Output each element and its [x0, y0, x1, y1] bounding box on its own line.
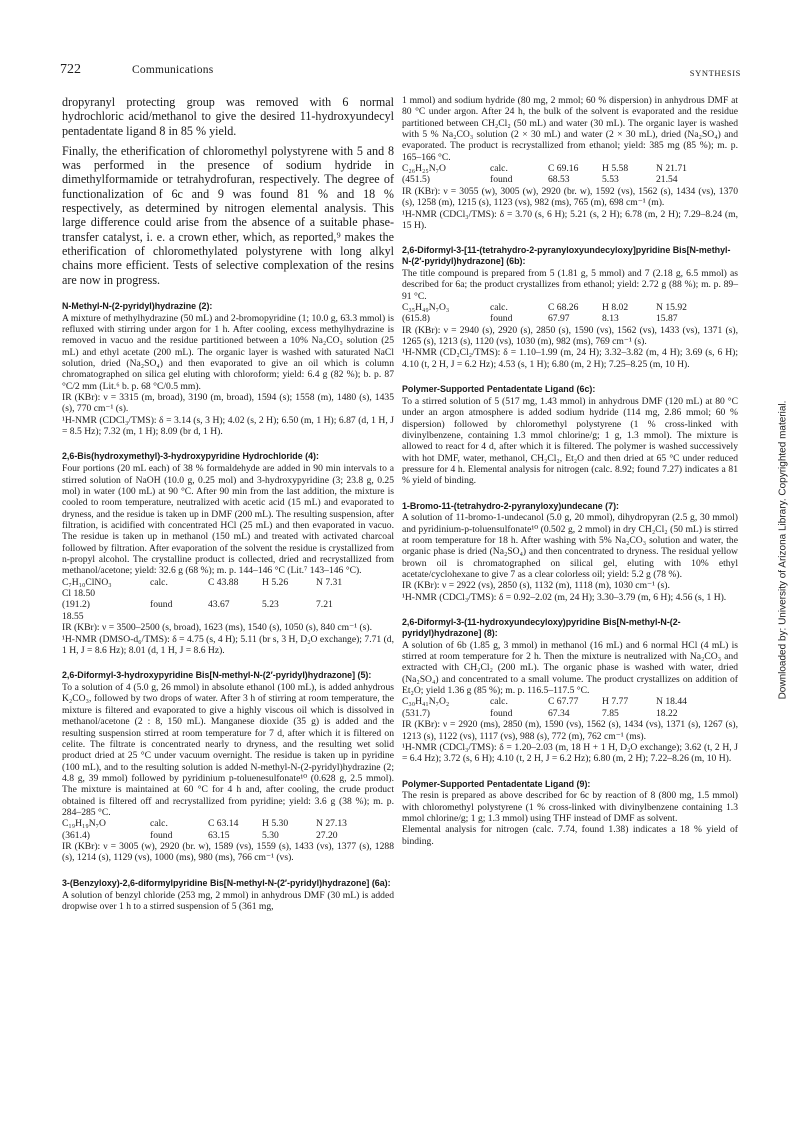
elemental-analysis-row: [402, 708, 738, 719]
spectral-data: ¹H-NMR (CD₂Cl₂/TMS): δ = 1.10–1.99 (m, 24 H); 3.32–3.82 (m, 4 H); 3.69 (s, 6 H); 4.10 (t, 2 H, J = 6.2 Hz); 4.53 (s, 1 H); 6.80 (m, 2 H); 7.25–8.25 (m, 10 H).: [402, 347, 738, 370]
analysis-cell: 15.87: [656, 313, 678, 325]
analysis-cell: N 18.44: [656, 696, 687, 708]
right-column: [402, 95, 738, 847]
spectral-data: ¹H-NMR (CDCl₃/TMS): δ = 1.20–2.03 (m, 18 H + 1 H, D₂O exchange); 3.62 (t, 2 H, J = 6.4 Hz); 3.72 (s, 6 H); 4.10 (t, 2 H, J = 6.2 Hz); 6.80 (m, 2 H); 7.22–8.26 (m, 10 H).: [402, 741, 738, 765]
analysis-cell: C 68.26: [548, 301, 579, 313]
elemental-analysis-row: [62, 818, 394, 829]
intro-paragraph: dropyranyl protecting group was removed with 6 normal hydrochloric acid/methanol to give the desired 11-hydroxyundecyl pentadentate ligand 8 in 85 % yield.: [62, 95, 394, 138]
analysis-cell: H 5.30: [262, 818, 289, 830]
analysis-cell: (615.8): [402, 313, 430, 325]
experimental-section: [402, 779, 738, 848]
analysis-cell: H 8.02: [602, 301, 629, 313]
analysis-cell: H 5.58: [602, 163, 629, 175]
experimental-section: [62, 670, 394, 863]
analysis-cell: found: [150, 599, 173, 611]
experimental-section: [62, 878, 394, 912]
spectral-data: IR (KBr): ν = 3055 (w), 3005 (w), 2920 (br. w), 1592 (vs), 1562 (s), 1434 (vs), 1370 (s), 1258 (m), 1215 (s), 1123 (vs), 982 (ms), 765 (m), 698 cm⁻¹ (m).: [402, 185, 738, 209]
experimental-right: [402, 95, 738, 847]
elemental-analysis-row: [402, 163, 738, 174]
section-heading: Polymer-Supported Pentadentate Ligand (9):: [402, 778, 591, 789]
analysis-cell: calc.: [150, 576, 168, 588]
analysis-cell: (531.7): [402, 707, 430, 719]
analysis-cell: 18.22: [656, 707, 678, 719]
analysis-cell: calc.: [490, 163, 508, 175]
analysis-cell: calc.: [150, 818, 168, 830]
left-column: [62, 95, 394, 912]
analysis-cell: 7.85: [602, 707, 619, 719]
spectral-data: IR (KBr): ν = 2940 (s), 2920 (s), 2850 (s), 1590 (vs), 1562 (vs), 1433 (vs), 1371 (s), 1265 (s), 1213 (s), 1120 (vs), 1030 (m), 982 (ms), 769 cm⁻¹ (s).: [402, 324, 738, 348]
elemental-analysis-row: [402, 174, 738, 185]
section-heading: 2,6-Diformyl-3-[11-(tetrahydro-2-pyranyloxyundecyloxy]pyridine Bis[N-methyl-N-(2′-pyridyl)hydrazone] (6b):: [402, 245, 731, 267]
spectral-data: ¹H-NMR (CDCl₃/TMS): δ = 3.70 (s, 6 H); 5.21 (s, 2 H); 6.78 (m, 2 H); 7.29–8.24 (m, 15 H).: [402, 208, 738, 231]
procedure-paragraph: The resin is prepared as above described for 6c by reaction of 8 (800 mg, 1.5 mmol) with chloromethyl polystyrene (1 % cross-linked with divinylbenzene containing 1.3 mmol chlorine/g; 1 g; 1.3 mmol) using THF instead of DMF as solvent.: [402, 790, 738, 825]
section-heading: 3-(Benzyloxy)-2,6-diformylpyridine Bis[N-methyl-N-(2′-pyridyl)hydrazone] (6a):: [62, 877, 391, 888]
experimental-section: [62, 451, 394, 656]
analysis-cell: (191.2): [62, 599, 90, 611]
analysis-cell: 5.53: [602, 174, 619, 186]
analysis-cell: 63.15: [208, 829, 230, 841]
section-heading: 2,6-Bis(hydroxymethyl)-3-hydroxypyridine Hydrochloride (4):: [62, 451, 319, 462]
procedure-paragraph: A solution of 6b (1.85 g, 3 mmol) in methanol (16 mL) and 6 normal HCl (4 mL) is stirred at room temperature for 2 h. Then the mixture is neutralized with Na₂CO₃ and extracted with CH₂Cl₂ (200 mL). The organic phase is washed with water, dried (Na₂SO₄) and concentrated to a small volume. The product crystallizes on addition of Et₂O; yield 1.36 g (85 %); m. p. 116.5–117.5 °C.: [402, 639, 738, 697]
analysis-cell: H 5.26: [262, 576, 289, 588]
procedure-paragraph: Elemental analysis for nitrogen (calc. 7.74, found 1.38) indicates a 18 % yield of binding.: [402, 824, 738, 847]
procedure-paragraph: 1 mmol) and sodium hydride (80 mg, 2 mmol; 60 % dispersion) in anhydrous DMF at 80 °C under argon. After 24 h, the bulk of the solvent is evaporated and the residue partitioned between CH₂Cl₂ (50 mL) and water (30 mL). The organic layer is washed with 5 % Na₂CO₃ solution (2 × 30 mL) and water (2 × 30 mL), dried (Na₂SO₄) and evaporated. The product is recrystallized from ethanol; yield: 385 mg (85 %); m. p. 165–166 °C.: [402, 95, 738, 163]
experimental-section: [402, 95, 738, 231]
section-heading: N-Methyl-N-(2-pyridyl)hydrazine (2):: [62, 300, 213, 311]
analysis-cell: Cl 18.50: [62, 588, 96, 600]
analysis-cell: found: [490, 174, 513, 186]
procedure-paragraph: ¹H-NMR (CDCl₃/TMS): δ = 0.92–2.02 (m, 24 H); 3.30–3.79 (m, 6 H); 4.56 (s, 1 H).: [402, 591, 727, 603]
analysis-cell: 67.97: [548, 313, 570, 325]
analysis-cell: (361.4): [62, 829, 90, 841]
analysis-cell: (451.5): [402, 174, 430, 186]
procedure-paragraph: A solution of benzyl chloride (253 mg, 2 mmol) in anhydrous DMF (30 mL) is added dropwise over 1 h to a stirred suspension of 5 (361 mg,: [62, 889, 394, 912]
analysis-cell: C₂₆H₂₅N₇O: [402, 163, 446, 175]
analysis-cell: C 63.14: [208, 818, 239, 830]
spectral-data: IR (KBr): ν = 3005 (w), 2920 (br. w), 1589 (vs), 1559 (s), 1433 (vs), 1377 (s), 1288 (s), 1214 (s), 1129 (vs), 1000 (ms), 980 (ms), 766 cm⁻¹ (vs).: [62, 841, 394, 864]
analysis-cell: 43.67: [208, 599, 230, 611]
elemental-analysis-row: [402, 302, 738, 313]
analysis-cell: found: [150, 829, 173, 841]
analysis-cell: C₁₉H₁₉N₇O: [62, 818, 106, 830]
analysis-cell: 5.30: [262, 829, 279, 841]
analysis-cell: C₃₀H₄₁N₇O₂: [402, 696, 450, 708]
elemental-analysis-row: [402, 313, 738, 324]
spectral-data: IR (KBr): ν = 3500–2500 (s, broad), 1623 (ms), 1540 (s), 1050 (s), 840 cm⁻¹ (s).: [62, 622, 372, 634]
analysis-cell: calc.: [490, 696, 508, 708]
page-header: [52, 62, 743, 84]
section-heading: Polymer-Supported Pentadentate Ligand (6c):: [402, 384, 596, 395]
procedure-paragraph: A solution of 11-bromo-1-undecanol (5.0 g, 20 mmol), dihydropyran (2.5 g, 30 mmol) and pyridinium-p-toluensulfonate¹⁰ (0.502 g, 2 mmol) in dry CH₂Cl₂ (50 mL) is stirred at room temperature for 18 h. After washing with 5% Na₂CO₃ solution and water, the organic phase is dried (Na₂SO₄) and then concentrated to dryness. The residual yellow brown oil is chromatographed on silical gel, eluting with 10% ethyl acetate/cyclohexane to give 7 as a clear colorless oil; yield: 5.2 g (78 %).: [402, 512, 738, 581]
analysis-cell: C 67.77: [548, 696, 579, 708]
download-watermark: [776, 270, 790, 830]
analysis-cell: calc.: [490, 301, 508, 313]
analysis-cell: N 15.92: [656, 301, 687, 313]
intro-paragraph: Finally, the etherification of chloromethyl polystyrene with 5 and 8 was performed in the presence of sodium hydride in dimethylformamide or tetrahydrofuran, respectively. The degree of functionalization of 6c and 9 was found 81 % and 18 % respectively, as determined by nitrogen elemental analysis. This large difference could arise from the absence of a suitable phase-transfer catalyst, i. e. a crown ether, which, as reported,⁹ makes the etherification of chloromethylated polystyrene with long alkyl chains more efficient. Tests of selective complexation of the resins are now in progress.: [62, 143, 394, 287]
elemental-analysis-row: [62, 830, 394, 841]
analysis-cell: C 43.88: [208, 576, 239, 588]
analysis-cell: 8.13: [602, 313, 619, 325]
section-heading: 2,6-Diformyl-3-(11-hydroxyundecyloxy)pyridine Bis[N-methyl-N-(2-pyridyl)hydrazone] (8):: [402, 617, 681, 638]
section-title: Communications: [132, 64, 214, 76]
analysis-cell: 67.34: [548, 707, 570, 719]
procedure-paragraph: Four portions (20 mL each) of 38 % formaldehyde are added in 90 min intervals to a stirred solution of NaOH (10.0 g, 0.25 mol) and 3-hydroxypyridine (3; 23.8 g, 0.25 mol) in water (100 mL) at 90 °C. After 90 min from the last addition, the mixture is cooled to room temperature, neutralized with acetic acid (15 mL) and evaporated to dryness, and the residue is taken up in DMF (200 mL). The resulting suspension, after filtration, is acidified with concentrated HCl (25 mL) and then evaporated in vacuo. The residue is taken up in methanol (150 mL) and treated with activated charcoal followed by filtration. After evaporation of the solvent the residue is crystallized from n-propyl alcohol. The crystalline product is collected, dried and recrystallized from methanol/acetone; yield: 32.6 g (68 %); m. p. 144–146 °C (Lit.⁷ 143–146 °C).: [62, 463, 394, 577]
analysis-cell: 68.53: [548, 174, 570, 186]
journal-name: SYNTHESIS: [689, 68, 741, 78]
analysis-cell: found: [490, 707, 513, 719]
elemental-analysis-row: [62, 599, 394, 622]
procedure-paragraph: IR (KBr): ν = 2922 (vs), 2850 (s), 1132 (m), 1118 (m), 1030 cm⁻¹ (s).: [402, 580, 670, 592]
experimental-section: [402, 617, 738, 765]
experimental-left: [62, 301, 394, 912]
analysis-cell: 5.23: [262, 599, 279, 611]
page-number: 722: [60, 62, 81, 77]
section-heading: 1-Bromo-11-(tetrahydro-2-pyranyloxy)undecane (7):: [402, 500, 619, 511]
analysis-cell: 18.55: [62, 610, 84, 622]
analysis-cell: 21.54: [656, 174, 678, 186]
experimental-section: [402, 245, 738, 370]
procedure-paragraph: ¹H-NMR (CDCl₃/TMS): δ = 3.14 (s, 3 H); 4.02 (s, 2 H); 6.50 (m, 1 H); 6.87 (d, 1 H, J = 8.5 Hz); 7.32 (m, 1 H); 8.09 (br d, 1 H).: [62, 414, 394, 438]
procedure-paragraph: To a stirred solution of 5 (517 mg, 1.43 mmol) in anhydrous DMF (120 mL) at 80 °C under an argon atmosphere is added sodium hydride (114 mg, 2.86 mmol; 60 % dispersion) followed by chloromethyl polystyrene (1 % cross-linked with divinylbenzene, containing 1.3 mmol chlorine/g; 1 g, 1.3 mmol). The mixture is allowed to react for 4 d, after which it is filtered. The polymer is washed successively with hot DMF, water, methanol, CH₂Cl₂, Et₂O and then dried at 65 °C under reduced pressure for 4 h. Elemental analysis for nitrogen (calc. 8.92; found 7.27) indicates a 81 % yield of binding.: [402, 395, 738, 487]
section-heading: 2,6-Diformyl-3-hydroxypyridine Bis[N-methyl-N-(2′-pyridyl)hydrazone] (5):: [62, 670, 372, 681]
analysis-cell: H 7.77: [602, 696, 629, 708]
analysis-cell: 7.21: [316, 599, 333, 611]
analysis-cell: found: [490, 313, 513, 325]
experimental-section: [402, 384, 738, 487]
analysis-cell: N 27.13: [316, 818, 347, 830]
watermark-text: Downloaded by: University of Arizona Library. Copyrighted material.: [777, 400, 789, 700]
analysis-cell: 27.20: [316, 829, 338, 841]
procedure-paragraph: To a solution of 4 (5.0 g, 26 mmol) in absolute ethanol (100 mL), is added anhydrous K₂CO₃, followed by two drops of water. After 3 h of stirring at room temperature, the mixture is filtered and evaporated to give a highly viscous oil which is dissolved in methanol/acetone (2 : 8, 150 mL). Manganese dioxide (35 g) is added and the resulting suspension stirred at room temperature for 7 d, after which it is filtered on celite. The filtrate is concentrated nearly to dryness, and the resulting wet solid product dried at 25 °C under vacuum overnight. The residue is taken up in pyridine (100 mL), and to the resulting solution is added N-methyl-N-(2-pyridyl)hydrazine (2; 4.8 g, 39 mmol) followed by pyridinium p-toluenesulfonate¹⁰ (0.628 g, 2.5 mmol). The mixture is maintained at 60 °C for 4 h and, after cooling, the crude product obtained is filtered off and recrystallized from pyridine; yield: 3.6 g (38 %); m. p. 284–285 °C.: [62, 682, 394, 818]
analysis-cell: C 69.16: [548, 163, 579, 175]
analysis-cell: C₃₅H₄₉N₇O₃: [402, 301, 450, 313]
experimental-section: [62, 301, 394, 438]
procedure-paragraph: The title compound is prepared from 5 (1.81 g, 5 mmol) and 7 (2.18 g, 6.5 mmol) as described for 6a; the product crystallizes from ethanol; yield: 2.72 g (88 %); m. p. 89–91 °C.: [402, 267, 738, 302]
procedure-paragraph: A mixture of methylhydrazine (50 mL) and 2-bromopyridine (1; 10.0 g, 63.3 mmol) is refluxed with stirring under argon for 1 h. After cooling, excess methylhydrazine is removed in vacuo and the residue partitioned between a 10% Na₂CO₃ solution (25 mL) and ethyl acetate (200 mL). The organic layer is washed with saturated NaCl solution, dried (Na₂SO₄) and then evaporated to give an oil which is column chromatographed on silica gel eluting with chloroform; yield: 6.4 g (82 %); b. p. 87 °C/2 mm (Lit.⁶ b. p. 68 °C/0.5 mm).: [62, 312, 394, 392]
elemental-analysis-row: [402, 696, 738, 707]
spectral-data: IR (KBr): ν = 2920 (ms), 2850 (m), 1590 (vs), 1562 (s), 1434 (vs), 1371 (s), 1267 (s), 1213 (s), 1122 (vs), 1117 (vs), 988 (s), 772 (m), 762 cm⁻¹ (ms).: [402, 719, 738, 742]
analysis-cell: C₇H₁₀ClNO₃: [62, 576, 112, 588]
analysis-cell: N 7.31: [316, 576, 343, 588]
procedure-paragraph: IR (KBr): ν = 3315 (m, broad), 3190 (m, broad), 1594 (s); 1558 (m), 1480 (s), 1435 (s), 770 cm⁻¹ (s).: [62, 392, 394, 415]
analysis-cell: N 21.71: [656, 163, 687, 175]
experimental-section: [402, 501, 738, 604]
elemental-analysis-row: [62, 577, 394, 600]
spectral-data: ¹H-NMR (DMSO-d₆/TMS): δ = 4.75 (s, 4 H); 5.11 (br s, 3 H, D₂O exchange); 7.71 (d, 1 H, J = 8.6 Hz); 8.01 (d, 1 H, J = 8.6 Hz).: [62, 633, 394, 656]
intro-text: [62, 95, 394, 287]
